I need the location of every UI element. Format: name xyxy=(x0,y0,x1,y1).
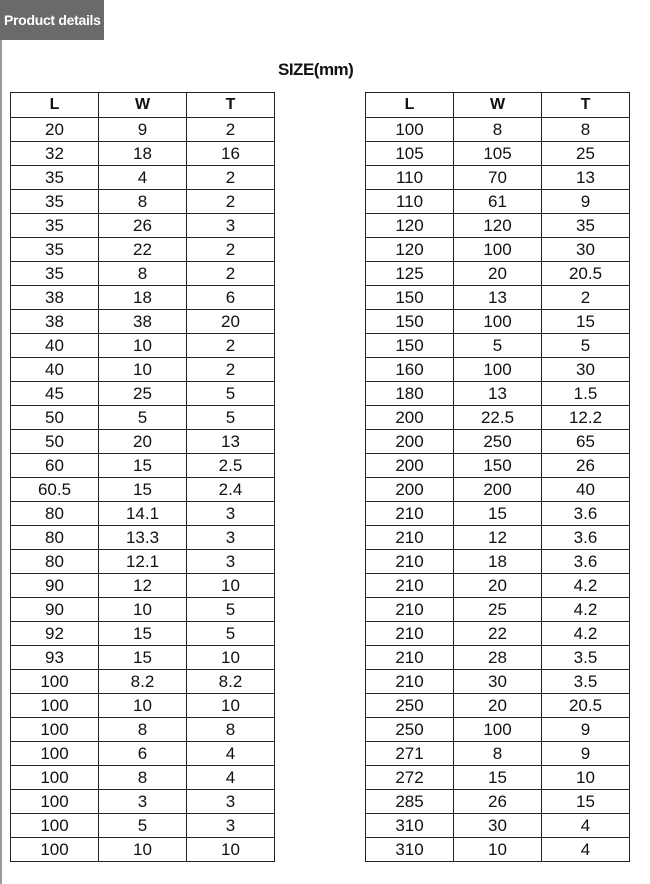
table-row xyxy=(366,214,630,238)
table-row xyxy=(11,478,275,502)
cell-w: 18 xyxy=(99,142,187,166)
table-row xyxy=(366,598,630,622)
table-row xyxy=(366,670,630,694)
cell-w: 5 xyxy=(99,406,187,430)
cell-t: 2 xyxy=(187,190,275,214)
cell-t: 65 xyxy=(542,430,630,454)
cell-w: 20 xyxy=(454,694,542,718)
cell-l: 35 xyxy=(11,190,99,214)
cell-l: 210 xyxy=(366,526,454,550)
cell-t: 20 xyxy=(187,310,275,334)
cell-t: 15 xyxy=(542,310,630,334)
cell-l: 200 xyxy=(366,454,454,478)
cell-t: 3 xyxy=(187,814,275,838)
cell-t: 3.6 xyxy=(542,526,630,550)
cell-l: 210 xyxy=(366,502,454,526)
cell-w: 8.2 xyxy=(99,670,187,694)
cell-t: 2.5 xyxy=(187,454,275,478)
cell-w: 26 xyxy=(99,214,187,238)
table-row xyxy=(11,694,275,718)
cell-l: 210 xyxy=(366,670,454,694)
cell-l: 35 xyxy=(11,214,99,238)
size-title: SIZE(mm) xyxy=(278,60,354,79)
cell-l: 100 xyxy=(11,718,99,742)
cell-w: 150 xyxy=(454,454,542,478)
cell-w: 5 xyxy=(454,334,542,358)
cell-w: 10 xyxy=(99,358,187,382)
table-row xyxy=(11,838,275,862)
table-row xyxy=(11,238,275,262)
cell-t: 4 xyxy=(187,742,275,766)
cell-w: 15 xyxy=(99,454,187,478)
table-row xyxy=(366,286,630,310)
size-table-left xyxy=(10,92,275,862)
table-row xyxy=(11,742,275,766)
cell-t: 4 xyxy=(187,766,275,790)
cell-t: 4.2 xyxy=(542,598,630,622)
cell-l: 80 xyxy=(11,502,99,526)
cell-t: 35 xyxy=(542,214,630,238)
cell-t: 2 xyxy=(187,262,275,286)
cell-w: 26 xyxy=(454,790,542,814)
cell-w: 8 xyxy=(99,262,187,286)
table-row xyxy=(11,646,275,670)
cell-w: 70 xyxy=(454,166,542,190)
table-row xyxy=(366,382,630,406)
cell-l: 310 xyxy=(366,838,454,862)
cell-l: 120 xyxy=(366,214,454,238)
table-row xyxy=(11,526,275,550)
cell-t: 9 xyxy=(542,718,630,742)
cell-l: 105 xyxy=(366,142,454,166)
table-row xyxy=(11,790,275,814)
cell-t: 2 xyxy=(187,334,275,358)
cell-t: 5 xyxy=(187,622,275,646)
cell-w: 8 xyxy=(99,190,187,214)
table-row xyxy=(366,334,630,358)
table-row xyxy=(11,670,275,694)
cell-l: 90 xyxy=(11,574,99,598)
cell-t: 2 xyxy=(187,166,275,190)
cell-l: 110 xyxy=(366,166,454,190)
cell-t: 3.6 xyxy=(542,502,630,526)
column-header-l: L xyxy=(11,93,99,118)
cell-w: 105 xyxy=(454,142,542,166)
cell-w: 9 xyxy=(99,118,187,142)
table-row xyxy=(366,118,630,142)
table-row xyxy=(11,430,275,454)
table-row xyxy=(366,406,630,430)
table-row xyxy=(11,190,275,214)
cell-l: 38 xyxy=(11,310,99,334)
cell-t: 2 xyxy=(187,358,275,382)
cell-l: 100 xyxy=(11,766,99,790)
cell-t: 8 xyxy=(187,718,275,742)
cell-l: 50 xyxy=(11,430,99,454)
cell-t: 4.2 xyxy=(542,574,630,598)
cell-w: 100 xyxy=(454,718,542,742)
table-row xyxy=(366,718,630,742)
cell-w: 25 xyxy=(99,382,187,406)
table-row xyxy=(366,646,630,670)
cell-l: 35 xyxy=(11,238,99,262)
cell-l: 210 xyxy=(366,550,454,574)
table-row xyxy=(11,286,275,310)
cell-l: 310 xyxy=(366,814,454,838)
cell-w: 10 xyxy=(99,694,187,718)
table-row xyxy=(11,262,275,286)
cell-t: 3 xyxy=(187,214,275,238)
cell-w: 10 xyxy=(99,334,187,358)
product-details-tab[interactable]: Product details xyxy=(0,0,104,40)
table-row xyxy=(11,406,275,430)
table-row xyxy=(366,838,630,862)
cell-l: 100 xyxy=(366,118,454,142)
cell-l: 285 xyxy=(366,790,454,814)
column-header-t: T xyxy=(542,93,630,118)
cell-t: 4 xyxy=(542,814,630,838)
cell-l: 100 xyxy=(11,742,99,766)
cell-t: 40 xyxy=(542,478,630,502)
cell-l: 210 xyxy=(366,574,454,598)
cell-l: 40 xyxy=(11,358,99,382)
table-header-row xyxy=(11,93,275,118)
cell-l: 100 xyxy=(11,838,99,862)
cell-w: 100 xyxy=(454,238,542,262)
cell-l: 250 xyxy=(366,718,454,742)
cell-t: 25 xyxy=(542,142,630,166)
table-row xyxy=(11,622,275,646)
cell-t: 10 xyxy=(542,766,630,790)
cell-w: 20 xyxy=(454,262,542,286)
cell-l: 250 xyxy=(366,694,454,718)
cell-l: 110 xyxy=(366,190,454,214)
cell-l: 20 xyxy=(11,118,99,142)
cell-t: 26 xyxy=(542,454,630,478)
cell-l: 45 xyxy=(11,382,99,406)
cell-l: 200 xyxy=(366,406,454,430)
cell-t: 2 xyxy=(187,238,275,262)
cell-t: 13 xyxy=(542,166,630,190)
cell-w: 20 xyxy=(99,430,187,454)
table-row xyxy=(11,118,275,142)
cell-t: 12.2 xyxy=(542,406,630,430)
cell-w: 4 xyxy=(99,166,187,190)
cell-w: 8 xyxy=(454,118,542,142)
table-row xyxy=(11,142,275,166)
cell-t: 8.2 xyxy=(187,670,275,694)
table-row xyxy=(11,358,275,382)
cell-t: 5 xyxy=(187,382,275,406)
cell-w: 15 xyxy=(99,622,187,646)
cell-t: 3.5 xyxy=(542,670,630,694)
cell-l: 100 xyxy=(11,814,99,838)
cell-l: 272 xyxy=(366,766,454,790)
cell-w: 15 xyxy=(99,646,187,670)
cell-l: 60 xyxy=(11,454,99,478)
table-row xyxy=(366,262,630,286)
table-row xyxy=(366,502,630,526)
cell-t: 1.5 xyxy=(542,382,630,406)
table-row xyxy=(11,382,275,406)
cell-l: 210 xyxy=(366,622,454,646)
cell-t: 5 xyxy=(187,406,275,430)
table-row xyxy=(366,190,630,214)
cell-w: 22 xyxy=(454,622,542,646)
cell-l: 100 xyxy=(11,790,99,814)
cell-l: 150 xyxy=(366,334,454,358)
table-row xyxy=(366,814,630,838)
table-header-row xyxy=(366,93,630,118)
cell-w: 15 xyxy=(454,502,542,526)
cell-t: 13 xyxy=(187,430,275,454)
cell-w: 12 xyxy=(454,526,542,550)
cell-w: 100 xyxy=(454,358,542,382)
cell-w: 15 xyxy=(99,478,187,502)
cell-w: 12 xyxy=(99,574,187,598)
cell-l: 38 xyxy=(11,286,99,310)
cell-w: 18 xyxy=(99,286,187,310)
cell-t: 15 xyxy=(542,790,630,814)
table-row xyxy=(11,214,275,238)
cell-l: 271 xyxy=(366,742,454,766)
table-row xyxy=(11,574,275,598)
cell-t: 30 xyxy=(542,238,630,262)
cell-w: 200 xyxy=(454,478,542,502)
table-row xyxy=(366,310,630,334)
cell-l: 80 xyxy=(11,550,99,574)
cell-l: 180 xyxy=(366,382,454,406)
cell-t: 9 xyxy=(542,190,630,214)
cell-w: 8 xyxy=(99,766,187,790)
table-row xyxy=(11,814,275,838)
cell-l: 100 xyxy=(11,670,99,694)
cell-w: 6 xyxy=(99,742,187,766)
cell-w: 3 xyxy=(99,790,187,814)
cell-t: 20.5 xyxy=(542,262,630,286)
cell-l: 90 xyxy=(11,598,99,622)
table-row xyxy=(366,766,630,790)
table-row xyxy=(11,502,275,526)
column-header-w: W xyxy=(454,93,542,118)
cell-l: 35 xyxy=(11,166,99,190)
cell-l: 80 xyxy=(11,526,99,550)
cell-l: 150 xyxy=(366,310,454,334)
cell-w: 61 xyxy=(454,190,542,214)
table-row xyxy=(366,142,630,166)
table-row xyxy=(366,430,630,454)
cell-w: 13 xyxy=(454,286,542,310)
size-table-right xyxy=(365,92,630,862)
cell-t: 3 xyxy=(187,526,275,550)
cell-w: 5 xyxy=(99,814,187,838)
table-row xyxy=(366,694,630,718)
cell-w: 10 xyxy=(454,838,542,862)
table-row xyxy=(366,742,630,766)
cell-w: 22.5 xyxy=(454,406,542,430)
cell-w: 10 xyxy=(99,838,187,862)
cell-t: 3 xyxy=(187,790,275,814)
cell-t: 3.5 xyxy=(542,646,630,670)
cell-l: 200 xyxy=(366,430,454,454)
cell-t: 5 xyxy=(187,598,275,622)
cell-w: 25 xyxy=(454,598,542,622)
cell-t: 10 xyxy=(187,694,275,718)
cell-t: 6 xyxy=(187,286,275,310)
cell-l: 92 xyxy=(11,622,99,646)
cell-w: 10 xyxy=(99,598,187,622)
table-row xyxy=(11,310,275,334)
cell-w: 250 xyxy=(454,430,542,454)
cell-l: 93 xyxy=(11,646,99,670)
cell-w: 28 xyxy=(454,646,542,670)
cell-l: 160 xyxy=(366,358,454,382)
table-row xyxy=(11,598,275,622)
cell-l: 40 xyxy=(11,334,99,358)
cell-l: 210 xyxy=(366,646,454,670)
cell-t: 3 xyxy=(187,550,275,574)
cell-l: 32 xyxy=(11,142,99,166)
cell-t: 2.4 xyxy=(187,478,275,502)
column-header-w: W xyxy=(99,93,187,118)
cell-w: 120 xyxy=(454,214,542,238)
table-row xyxy=(366,358,630,382)
cell-w: 100 xyxy=(454,310,542,334)
cell-t: 2 xyxy=(187,118,275,142)
cell-l: 60.5 xyxy=(11,478,99,502)
cell-t: 4 xyxy=(542,838,630,862)
table-row xyxy=(11,334,275,358)
table-row xyxy=(11,550,275,574)
cell-w: 18 xyxy=(454,550,542,574)
cell-l: 150 xyxy=(366,286,454,310)
cell-l: 200 xyxy=(366,478,454,502)
table-row xyxy=(11,718,275,742)
cell-w: 22 xyxy=(99,238,187,262)
cell-l: 100 xyxy=(11,694,99,718)
cell-t: 10 xyxy=(187,838,275,862)
cell-t: 16 xyxy=(187,142,275,166)
cell-t: 9 xyxy=(542,742,630,766)
cell-l: 125 xyxy=(366,262,454,286)
cell-w: 14.1 xyxy=(99,502,187,526)
cell-w: 12.1 xyxy=(99,550,187,574)
cell-w: 38 xyxy=(99,310,187,334)
cell-t: 2 xyxy=(542,286,630,310)
cell-w: 20 xyxy=(454,574,542,598)
cell-w: 15 xyxy=(454,766,542,790)
cell-t: 4.2 xyxy=(542,622,630,646)
cell-t: 10 xyxy=(187,646,275,670)
cell-l: 120 xyxy=(366,238,454,262)
cell-w: 8 xyxy=(99,718,187,742)
cell-w: 30 xyxy=(454,814,542,838)
table-row xyxy=(366,550,630,574)
cell-l: 50 xyxy=(11,406,99,430)
table-row xyxy=(11,454,275,478)
table-row xyxy=(366,526,630,550)
cell-t: 30 xyxy=(542,358,630,382)
cell-t: 10 xyxy=(187,574,275,598)
table-row xyxy=(366,478,630,502)
table-row xyxy=(11,766,275,790)
cell-t: 8 xyxy=(542,118,630,142)
cell-w: 13.3 xyxy=(99,526,187,550)
column-header-l: L xyxy=(366,93,454,118)
cell-l: 210 xyxy=(366,598,454,622)
table-row xyxy=(366,790,630,814)
table-row xyxy=(11,166,275,190)
cell-t: 20.5 xyxy=(542,694,630,718)
table-row xyxy=(366,622,630,646)
cell-l: 35 xyxy=(11,262,99,286)
cell-t: 3.6 xyxy=(542,550,630,574)
cell-t: 3 xyxy=(187,502,275,526)
cell-w: 13 xyxy=(454,382,542,406)
column-header-t: T xyxy=(187,93,275,118)
cell-w: 8 xyxy=(454,742,542,766)
table-row xyxy=(366,574,630,598)
cell-t: 5 xyxy=(542,334,630,358)
cell-w: 30 xyxy=(454,670,542,694)
table-row xyxy=(366,166,630,190)
table-row xyxy=(366,454,630,478)
table-row xyxy=(366,238,630,262)
